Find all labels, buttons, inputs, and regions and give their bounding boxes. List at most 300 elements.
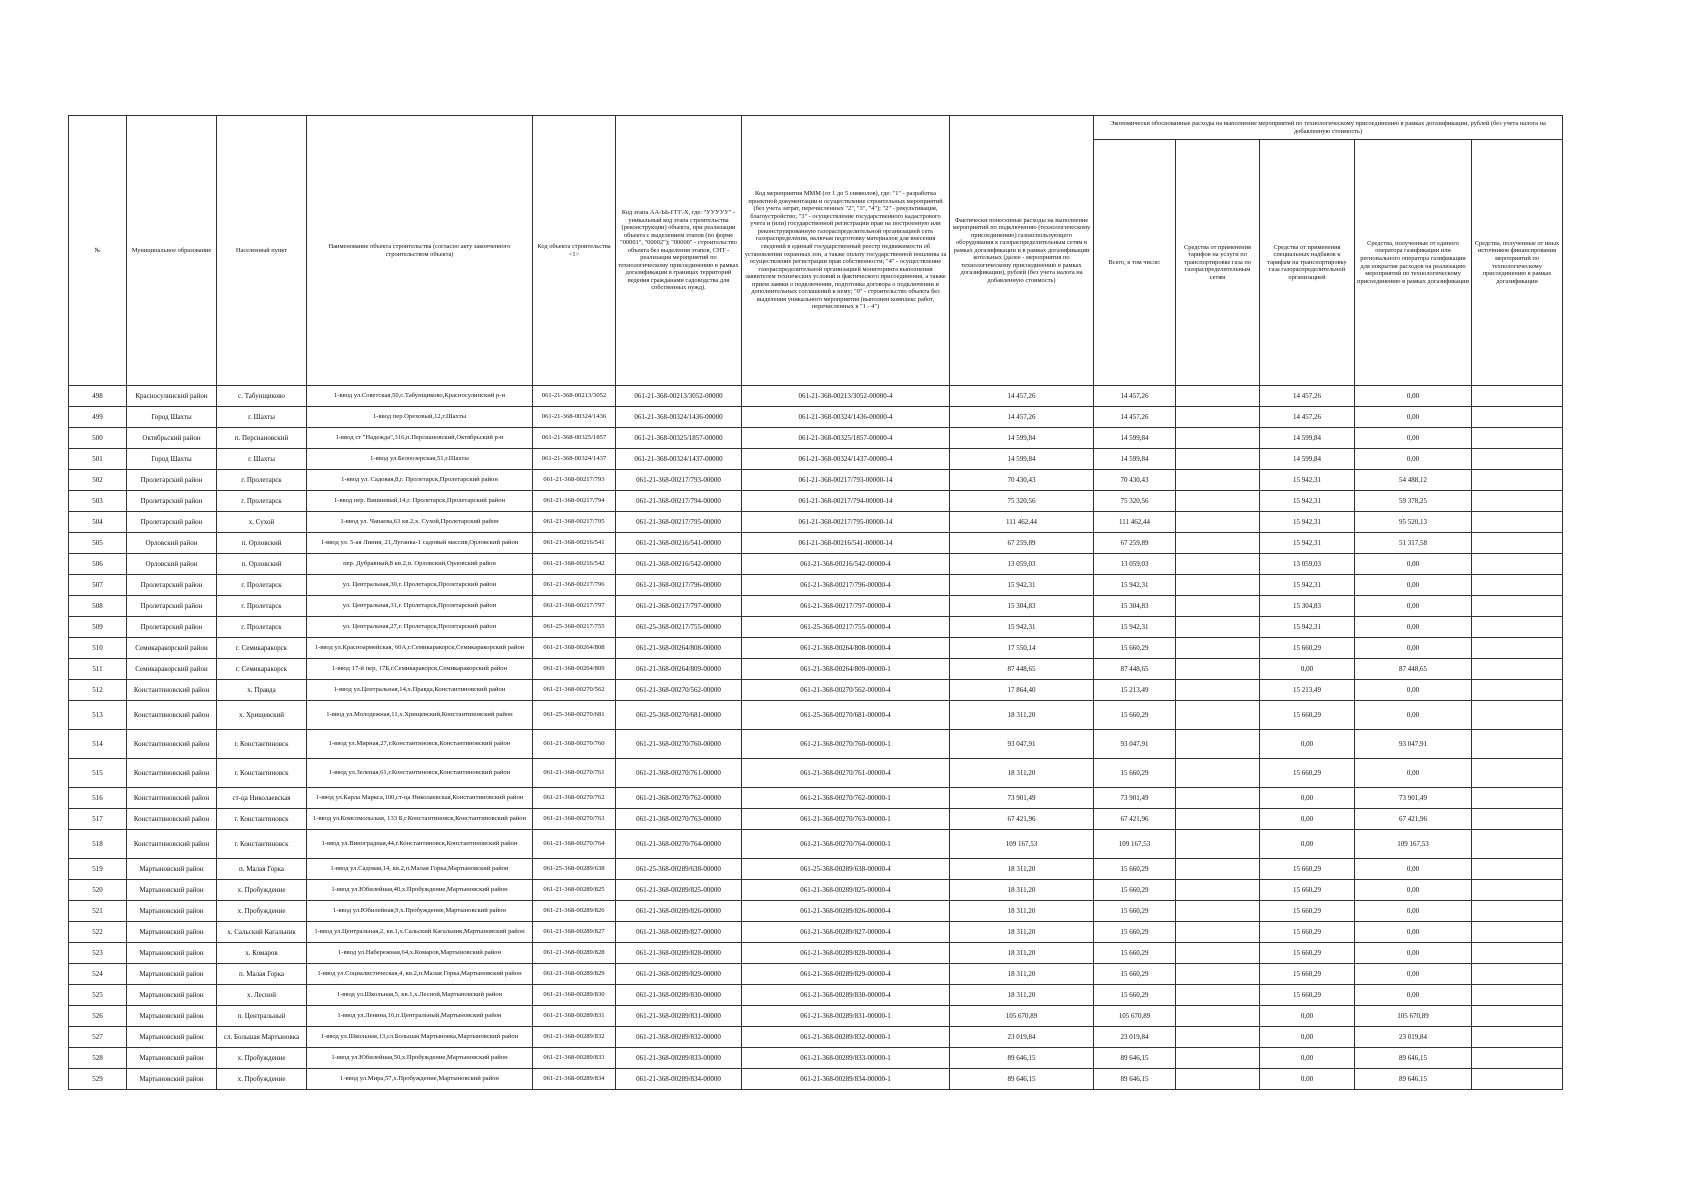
event-code-cell: 061-21-368-00270/762-00000-1 xyxy=(742,788,950,809)
object-code-cell: 061-21-368-00270/760 xyxy=(533,730,616,759)
special-surcharges-cell: 15 660,29 xyxy=(1260,922,1355,943)
object-name-cell: 1-ввод ул.Комсомольская, 133 Б,г.Константиновск,Константиновский район xyxy=(307,809,533,830)
table-row xyxy=(69,470,1563,491)
object-name-cell: 1-ввод ул.Мира,57,х.Пробуждение,Мартыновский район xyxy=(307,1069,533,1090)
tariff-transport-cell xyxy=(1176,1048,1260,1069)
total-cell: 15 660,29 xyxy=(1094,880,1176,901)
object-name-cell: 1-ввод ул.Юбилейная,9,х.Пробуждение,Мартыновский район xyxy=(307,901,533,922)
object-code-cell: 061-21-368-00270/763 xyxy=(533,809,616,830)
stage-code-cell: 061-21-368-00216/542-00000 xyxy=(616,554,742,575)
other-sources-cell xyxy=(1472,701,1563,730)
row-number: 508 xyxy=(69,596,127,617)
other-sources-cell xyxy=(1472,880,1563,901)
table-row xyxy=(69,659,1563,680)
row-number: 520 xyxy=(69,880,127,901)
row-number: 513 xyxy=(69,701,127,730)
table-row xyxy=(69,386,1563,407)
table-row xyxy=(69,617,1563,638)
special-surcharges-cell: 15 660,29 xyxy=(1260,901,1355,922)
single-operator-cell: 23 019,84 xyxy=(1355,1027,1472,1048)
municipality-cell: Пролетарский район xyxy=(127,617,217,638)
municipality-cell: Мартыновский район xyxy=(127,964,217,985)
stage-code-cell: 061-21-368-00270/764-00000 xyxy=(616,830,742,859)
tariff-transport-cell xyxy=(1176,449,1260,470)
settlement-cell: х. Пробуждение xyxy=(217,1048,307,1069)
municipality-cell: Мартыновский район xyxy=(127,1069,217,1090)
stage-code-cell: 061-21-368-00217/794-00000 xyxy=(616,491,742,512)
tariff-transport-cell xyxy=(1176,901,1260,922)
object-code-cell: 061-21-368-00289/830 xyxy=(533,985,616,1006)
row-number: 503 xyxy=(69,491,127,512)
object-code-cell: 061-21-368-00289/828 xyxy=(533,943,616,964)
other-sources-cell xyxy=(1472,470,1563,491)
municipality-cell: Город Шахты xyxy=(127,407,217,428)
stage-code-cell: 061-21-368-00270/763-00000 xyxy=(616,809,742,830)
tariff-transport-cell xyxy=(1176,680,1260,701)
table-row xyxy=(69,788,1563,809)
object-code-cell: 061-21-368-00270/562 xyxy=(533,680,616,701)
object-code-cell: 061-21-368-00217/793 xyxy=(533,470,616,491)
special-surcharges-cell: 15 660,29 xyxy=(1260,964,1355,985)
municipality-cell: Константиновский район xyxy=(127,730,217,759)
object-code-cell: 061-21-368-00270/762 xyxy=(533,788,616,809)
tariff-transport-cell xyxy=(1176,1006,1260,1027)
object-name-cell: 1-ввод ул.Карла Маркса,100,ст-ца Николаевская,Константиновский район xyxy=(307,788,533,809)
actual-costs-cell: 18 311,20 xyxy=(950,922,1094,943)
total-cell: 93 047,91 xyxy=(1094,730,1176,759)
actual-costs-cell: 14 457,26 xyxy=(950,386,1094,407)
settlement-cell: х. Пробуждение xyxy=(217,1069,307,1090)
row-number: 527 xyxy=(69,1027,127,1048)
gasification-costs-table xyxy=(68,115,1563,1090)
municipality-cell: Мартыновский район xyxy=(127,859,217,880)
event-code-cell: 061-21-368-00289/832-00000-1 xyxy=(742,1027,950,1048)
stage-code-cell: 061-21-368-00289/832-00000 xyxy=(616,1027,742,1048)
tariff-transport-cell xyxy=(1176,922,1260,943)
stage-code-cell: 061-21-368-00289/828-00000 xyxy=(616,943,742,964)
tariff-transport-cell xyxy=(1176,809,1260,830)
tariff-transport-cell xyxy=(1176,554,1260,575)
special-surcharges-cell: 0,00 xyxy=(1260,788,1355,809)
single-operator-cell: 109 167,53 xyxy=(1355,830,1472,859)
actual-costs-cell: 14 599,84 xyxy=(950,449,1094,470)
special-surcharges-cell: 13 059,03 xyxy=(1260,554,1355,575)
settlement-cell: г. Пролетарск xyxy=(217,470,307,491)
settlement-cell: г. Шахты xyxy=(217,449,307,470)
other-sources-cell xyxy=(1472,512,1563,533)
municipality-cell: Мартыновский район xyxy=(127,880,217,901)
actual-costs-cell: 111 462,44 xyxy=(950,512,1094,533)
object-name-cell: 1-ввод ул.Социалистическая,4, кв.2,п.Малая Горка,Мартыновский район xyxy=(307,964,533,985)
row-number: 529 xyxy=(69,1069,127,1090)
stage-code-cell: 061-25-368-00270/681-00000 xyxy=(616,701,742,730)
municipality-cell: Константиновский район xyxy=(127,809,217,830)
stage-code-cell: 061-21-368-00289/826-00000 xyxy=(616,901,742,922)
municipality-cell: Орловский район xyxy=(127,554,217,575)
object-name-cell: ул. Центральная,27,г. Пролетарск,Пролетарский район xyxy=(307,617,533,638)
other-sources-cell xyxy=(1472,1048,1563,1069)
stage-code-cell: 061-21-368-00289/830-00000 xyxy=(616,985,742,1006)
table-row xyxy=(69,809,1563,830)
total-cell: 89 646,15 xyxy=(1094,1048,1176,1069)
object-name-cell: 1-ввод ст "Надежда",316,п.Персиановский,Октябрьский р-н xyxy=(307,428,533,449)
other-sources-cell xyxy=(1472,859,1563,880)
actual-costs-cell: 70 430,43 xyxy=(950,470,1094,491)
event-code-cell: 061-21-368-00324/1436-00000-4 xyxy=(742,407,950,428)
object-name-cell: 1-ввод ул.Центральная,14,х.Правда,Константиновский район xyxy=(307,680,533,701)
header-settlement: Населенный пункт xyxy=(217,116,307,386)
event-code-cell: 061-21-368-00216/542-00000-4 xyxy=(742,554,950,575)
other-sources-cell xyxy=(1472,964,1563,985)
event-code-cell: 061-25-368-00217/755-00000-4 xyxy=(742,617,950,638)
special-surcharges-cell: 0,00 xyxy=(1260,809,1355,830)
stage-code-cell: 061-21-368-00289/827-00000 xyxy=(616,922,742,943)
table-row xyxy=(69,575,1563,596)
stage-code-cell: 061-21-368-00217/797-00000 xyxy=(616,596,742,617)
actual-costs-cell: 105 670,89 xyxy=(950,1006,1094,1027)
actual-costs-cell: 17 864,40 xyxy=(950,680,1094,701)
total-cell: 15 213,49 xyxy=(1094,680,1176,701)
special-surcharges-cell: 15 660,29 xyxy=(1260,859,1355,880)
other-sources-cell xyxy=(1472,985,1563,1006)
settlement-cell: г. Константиновск xyxy=(217,759,307,788)
tariff-transport-cell xyxy=(1176,533,1260,554)
object-name-cell: ул. Центральная,30,г. Пролетарск,Пролетарский район xyxy=(307,575,533,596)
single-operator-cell: 0,00 xyxy=(1355,617,1472,638)
special-surcharges-cell: 15 942,31 xyxy=(1260,512,1355,533)
settlement-cell: п. Малая Горка xyxy=(217,859,307,880)
single-operator-cell: 0,00 xyxy=(1355,638,1472,659)
header-event-code: Код мероприятия МММ (от 1 до 5 символов), где: "1" - разработка проектной документации и осуществление строительных мероприятий (без учета затрат, перечисленных "2", "3", "4"); "2" - рекультивация, благоустройство; "3" - осуществление государственного кадастрового учета и (или) государственной регистрации прав на построенную или реконструированную газораспределительной организацией сеть газораспределения, включая подготовку материалов для внесения сведений в единый государственный реестр недвижимости об установлении охранных зон, а также оплату государственной пошлины за осуществление регистрации прав собственности; "4" - осуществление газораспределительной организацией мониторинга выполнения заявителем технических условий и фактического присоединения, а также прием заявки о подключении, подготовка договора о подключении и дополнительных соглашений к нему; "0" - строительство объекта без выделения уникального мероприятия (выполнен комплекс работ, перечисленных в "1 - 4") xyxy=(742,116,950,386)
table-row xyxy=(69,985,1563,1006)
single-operator-cell: 59 378,25 xyxy=(1355,491,1472,512)
table-row xyxy=(69,922,1563,943)
object-code-cell: 061-21-368-00213/3052 xyxy=(533,386,616,407)
settlement-cell: х. Пробуждение xyxy=(217,880,307,901)
event-code-cell: 061-21-368-00217/796-00000-4 xyxy=(742,575,950,596)
special-surcharges-cell: 0,00 xyxy=(1260,1069,1355,1090)
stage-code-cell: 061-21-368-00270/562-00000 xyxy=(616,680,742,701)
table-row xyxy=(69,830,1563,859)
event-code-cell: 061-21-368-00289/828-00000-4 xyxy=(742,943,950,964)
table-row xyxy=(69,407,1563,428)
table-row xyxy=(69,680,1563,701)
header-total: Всего, в том числе: xyxy=(1094,140,1176,386)
settlement-cell: г. Пролетарск xyxy=(217,596,307,617)
special-surcharges-cell: 0,00 xyxy=(1260,830,1355,859)
row-number: 499 xyxy=(69,407,127,428)
row-number: 525 xyxy=(69,985,127,1006)
object-name-cell: 1-ввод ул. 5-ая Линия, 21,Луганка-1 садовый массив,Орловский район xyxy=(307,533,533,554)
single-operator-cell: 54 488,12 xyxy=(1355,470,1472,491)
special-surcharges-cell: 15 660,29 xyxy=(1260,759,1355,788)
other-sources-cell xyxy=(1472,575,1563,596)
actual-costs-cell: 13 059,03 xyxy=(950,554,1094,575)
settlement-cell: г. Семикаракорск xyxy=(217,638,307,659)
settlement-cell: п. Орловский xyxy=(217,554,307,575)
single-operator-cell: 105 670,89 xyxy=(1355,1006,1472,1027)
actual-costs-cell: 18 311,20 xyxy=(950,880,1094,901)
tariff-transport-cell xyxy=(1176,730,1260,759)
object-code-cell: 061-21-368-00270/761 xyxy=(533,759,616,788)
municipality-cell: Пролетарский район xyxy=(127,512,217,533)
total-cell: 14 599,84 xyxy=(1094,449,1176,470)
settlement-cell: г. Пролетарск xyxy=(217,617,307,638)
header-single-operator: Средства, полученные от единого оператора газификации или регионального оператора газификации для покрытия расходов на реализацию мероприятий по технологическому присоединению в рамках догазификации xyxy=(1355,140,1472,386)
event-code-cell: 061-21-368-00264/808-00000-4 xyxy=(742,638,950,659)
header-tariff-transport: Средства от применения тарифов на услуги по транспортировке газа по газораспределительным сетям xyxy=(1176,140,1260,386)
object-code-cell: 061-25-368-00217/755 xyxy=(533,617,616,638)
total-cell: 67 421,96 xyxy=(1094,809,1176,830)
event-code-cell: 061-21-368-00270/763-00000-1 xyxy=(742,809,950,830)
object-name-cell: 1-ввод ул.Центральная,2, кв.1,х.Сальский Кагальник,Мартыновский район xyxy=(307,922,533,943)
actual-costs-cell: 17 550,14 xyxy=(950,638,1094,659)
municipality-cell: Пролетарский район xyxy=(127,470,217,491)
settlement-cell: п. Орловский xyxy=(217,533,307,554)
tariff-transport-cell xyxy=(1176,1069,1260,1090)
total-cell: 109 167,53 xyxy=(1094,830,1176,859)
other-sources-cell xyxy=(1472,809,1563,830)
row-number: 522 xyxy=(69,922,127,943)
object-code-cell: 061-21-368-00217/794 xyxy=(533,491,616,512)
row-number: 523 xyxy=(69,943,127,964)
settlement-cell: п. Персиановский xyxy=(217,428,307,449)
table-row xyxy=(69,491,1563,512)
single-operator-cell: 0,00 xyxy=(1355,922,1472,943)
other-sources-cell xyxy=(1472,680,1563,701)
tariff-transport-cell xyxy=(1176,943,1260,964)
table-row xyxy=(69,880,1563,901)
municipality-cell: Мартыновский район xyxy=(127,1048,217,1069)
total-cell: 15 942,31 xyxy=(1094,617,1176,638)
tariff-transport-cell xyxy=(1176,1027,1260,1048)
object-code-cell: 061-21-368-00289/829 xyxy=(533,964,616,985)
header-other-sources: Средства, полученные от иных источников финансирования мероприятий по технологическому присоединению в рамках догазификации xyxy=(1472,140,1563,386)
other-sources-cell xyxy=(1472,788,1563,809)
row-number: 504 xyxy=(69,512,127,533)
table-row xyxy=(69,1069,1563,1090)
actual-costs-cell: 18 311,20 xyxy=(950,964,1094,985)
single-operator-cell: 0,00 xyxy=(1355,901,1472,922)
other-sources-cell xyxy=(1472,449,1563,470)
total-cell: 14 457,26 xyxy=(1094,407,1176,428)
total-cell: 87 448,65 xyxy=(1094,659,1176,680)
header-actual-costs: Фактически понесенные расходы на выполнение мероприятий по подключению (технологическому присоединению) газоиспользующего оборудования к газораспределительным сетям в рамках догазификации и в рамках догазификации котельных (далее - мероприятия по технологическому присоединению в рамках догазификации), рублей (без учета налога на добавленную стоимость) xyxy=(950,116,1094,386)
object-code-cell: 061-21-368-00264/809 xyxy=(533,659,616,680)
single-operator-cell: 87 448,65 xyxy=(1355,659,1472,680)
table-row xyxy=(69,596,1563,617)
other-sources-cell xyxy=(1472,554,1563,575)
tariff-transport-cell xyxy=(1176,788,1260,809)
table-row xyxy=(69,964,1563,985)
single-operator-cell: 51 317,58 xyxy=(1355,533,1472,554)
settlement-cell: х. Хрищевский xyxy=(217,701,307,730)
tariff-transport-cell xyxy=(1176,964,1260,985)
tariff-transport-cell xyxy=(1176,830,1260,859)
settlement-cell: х. Сухой xyxy=(217,512,307,533)
single-operator-cell: 89 646,15 xyxy=(1355,1048,1472,1069)
table-row xyxy=(69,449,1563,470)
row-number: 524 xyxy=(69,964,127,985)
single-operator-cell: 0,00 xyxy=(1355,985,1472,1006)
header-no: № xyxy=(69,116,127,386)
other-sources-cell xyxy=(1472,617,1563,638)
other-sources-cell xyxy=(1472,659,1563,680)
settlement-cell: г. Константиновск xyxy=(217,809,307,830)
table-row xyxy=(69,1006,1563,1027)
row-number: 518 xyxy=(69,830,127,859)
total-cell: 13 059,03 xyxy=(1094,554,1176,575)
municipality-cell: Пролетарский район xyxy=(127,575,217,596)
tariff-transport-cell xyxy=(1176,428,1260,449)
actual-costs-cell: 18 311,20 xyxy=(950,701,1094,730)
event-code-cell: 061-21-368-00324/1437-00000-4 xyxy=(742,449,950,470)
row-number: 514 xyxy=(69,730,127,759)
object-code-cell: 061-21-368-00217/795 xyxy=(533,512,616,533)
special-surcharges-cell: 15 660,29 xyxy=(1260,701,1355,730)
municipality-cell: Константиновский район xyxy=(127,759,217,788)
table-header xyxy=(69,116,1563,386)
stage-code-cell: 061-21-368-00270/760-00000 xyxy=(616,730,742,759)
special-surcharges-cell: 0,00 xyxy=(1260,1027,1355,1048)
tariff-transport-cell xyxy=(1176,617,1260,638)
tariff-transport-cell xyxy=(1176,659,1260,680)
event-code-cell: 061-25-368-00289/638-00000-4 xyxy=(742,859,950,880)
actual-costs-cell: 75 320,56 xyxy=(950,491,1094,512)
total-cell: 15 304,83 xyxy=(1094,596,1176,617)
actual-costs-cell: 73 901,49 xyxy=(950,788,1094,809)
total-cell: 15 660,29 xyxy=(1094,859,1176,880)
stage-code-cell: 061-21-368-00264/808-00000 xyxy=(616,638,742,659)
other-sources-cell xyxy=(1472,1027,1563,1048)
other-sources-cell xyxy=(1472,943,1563,964)
table-row xyxy=(69,533,1563,554)
table-row xyxy=(69,701,1563,730)
event-code-cell: 061-21-368-00216/541-00000-14 xyxy=(742,533,950,554)
object-name-cell: 1-ввод ул. Садовая,8,г. Пролетарск,Пролетарский район xyxy=(307,470,533,491)
event-code-cell: 061-21-368-00264/809-00000-1 xyxy=(742,659,950,680)
stage-code-cell: 061-25-368-00217/755-00000 xyxy=(616,617,742,638)
total-cell: 15 660,29 xyxy=(1094,985,1176,1006)
tariff-transport-cell xyxy=(1176,759,1260,788)
object-name-cell: 1-ввод ул.Юбилейная,40,х.Пробуждение,Мартыновский район xyxy=(307,880,533,901)
table-row xyxy=(69,901,1563,922)
object-name-cell: 1-ввод пер.Ореховый,12,г.Шахты xyxy=(307,407,533,428)
total-cell: 15 660,29 xyxy=(1094,943,1176,964)
settlement-cell: г. Семикаракорск xyxy=(217,659,307,680)
header-economic-group: Экономически обоснованные расходы на выполнение мероприятий по технологическому присоединению в рамках догазификации, рублей (без учета налога на добавленную стоимость) xyxy=(1094,116,1563,140)
municipality-cell: Пролетарский район xyxy=(127,596,217,617)
municipality-cell: Константиновский район xyxy=(127,788,217,809)
municipality-cell: Константиновский район xyxy=(127,701,217,730)
actual-costs-cell: 89 646,15 xyxy=(950,1048,1094,1069)
special-surcharges-cell: 15 942,31 xyxy=(1260,470,1355,491)
row-number: 500 xyxy=(69,428,127,449)
total-cell: 111 462,44 xyxy=(1094,512,1176,533)
settlement-cell: г. Пролетарск xyxy=(217,491,307,512)
actual-costs-cell: 109 167,53 xyxy=(950,830,1094,859)
header-object-code: Код объекта строительства <1> xyxy=(533,116,616,386)
stage-code-cell: 061-21-368-00324/1437-00000 xyxy=(616,449,742,470)
stage-code-cell: 061-21-368-00289/831-00000 xyxy=(616,1006,742,1027)
single-operator-cell: 0,00 xyxy=(1355,407,1472,428)
object-name-cell: 1-ввод ул.Мирная,27,г.Константиновск,Константиновский район xyxy=(307,730,533,759)
table-row xyxy=(69,428,1563,449)
object-code-cell: 061-21-368-00289/832 xyxy=(533,1027,616,1048)
single-operator-cell: 95 520,13 xyxy=(1355,512,1472,533)
event-code-cell: 061-21-368-00270/764-00000-1 xyxy=(742,830,950,859)
single-operator-cell: 67 421,96 xyxy=(1355,809,1472,830)
total-cell: 73 901,49 xyxy=(1094,788,1176,809)
other-sources-cell xyxy=(1472,922,1563,943)
settlement-cell: г. Константиновск xyxy=(217,730,307,759)
header-object-name: Наименование объекта строительства (согласно акту законченного строительством объекта) xyxy=(307,116,533,386)
special-surcharges-cell: 0,00 xyxy=(1260,1048,1355,1069)
object-code-cell: 061-21-368-00216/541 xyxy=(533,533,616,554)
other-sources-cell xyxy=(1472,428,1563,449)
total-cell: 15 660,29 xyxy=(1094,964,1176,985)
event-code-cell: 061-21-368-00289/834-00000-1 xyxy=(742,1069,950,1090)
row-number: 505 xyxy=(69,533,127,554)
object-name-cell: 1-ввод ул.Юбилейная,50,х.Пробуждение,Мартыновский район xyxy=(307,1048,533,1069)
object-code-cell: 061-21-368-00289/826 xyxy=(533,901,616,922)
actual-costs-cell: 87 448,65 xyxy=(950,659,1094,680)
actual-costs-cell: 18 311,20 xyxy=(950,901,1094,922)
actual-costs-cell: 18 311,20 xyxy=(950,985,1094,1006)
single-operator-cell: 73 901,49 xyxy=(1355,788,1472,809)
stage-code-cell: 061-21-368-00216/541-00000 xyxy=(616,533,742,554)
header-special-surcharges: Средства от применения специальных надбавок к тарифам на транспортировку газа газораспределительной организацией xyxy=(1260,140,1355,386)
other-sources-cell xyxy=(1472,1069,1563,1090)
settlement-cell: х. Пробуждение xyxy=(217,901,307,922)
other-sources-cell xyxy=(1472,1006,1563,1027)
settlement-cell: х. Правда xyxy=(217,680,307,701)
object-name-cell: 1-ввод ул.Советская,50,с.Табунщиково,Красносулинский р-н xyxy=(307,386,533,407)
object-name-cell: 1-ввод ул.Молодежная,11,х.Хрищевский,Константиновский район xyxy=(307,701,533,730)
row-number: 509 xyxy=(69,617,127,638)
settlement-cell: х. Сальский Кагальник xyxy=(217,922,307,943)
row-number: 498 xyxy=(69,386,127,407)
tariff-transport-cell xyxy=(1176,638,1260,659)
object-code-cell: 061-21-368-00289/825 xyxy=(533,880,616,901)
special-surcharges-cell: 15 660,29 xyxy=(1260,638,1355,659)
municipality-cell: Семикаракорский район xyxy=(127,638,217,659)
event-code-cell: 061-21-368-00289/829-00000-4 xyxy=(742,964,950,985)
stage-code-cell: 061-21-368-00325/1857-00000 xyxy=(616,428,742,449)
object-name-cell: 1-ввод 17-й пер, 17Б,г.Семикаракорск,Семикаракорский район xyxy=(307,659,533,680)
row-number: 517 xyxy=(69,809,127,830)
event-code-cell: 061-21-368-00217/794-00000-14 xyxy=(742,491,950,512)
tariff-transport-cell xyxy=(1176,880,1260,901)
actual-costs-cell: 67 421,96 xyxy=(950,809,1094,830)
row-number: 510 xyxy=(69,638,127,659)
municipality-cell: Пролетарский район xyxy=(127,491,217,512)
total-cell: 89 646,15 xyxy=(1094,1069,1176,1090)
municipality-cell: Мартыновский район xyxy=(127,901,217,922)
settlement-cell: г. Пролетарск xyxy=(217,575,307,596)
actual-costs-cell: 93 047,91 xyxy=(950,730,1094,759)
single-operator-cell: 0,00 xyxy=(1355,880,1472,901)
stage-code-cell: 061-21-368-00217/796-00000 xyxy=(616,575,742,596)
row-number: 502 xyxy=(69,470,127,491)
event-code-cell: 061-21-368-00217/793-00000-14 xyxy=(742,470,950,491)
object-code-cell: 061-21-368-00217/797 xyxy=(533,596,616,617)
event-code-cell: 061-21-368-00289/826-00000-4 xyxy=(742,901,950,922)
total-cell: 70 430,43 xyxy=(1094,470,1176,491)
object-name-cell: 1-ввод ул. Чапаева,63 кв.2,х. Сухой,Пролетарский район xyxy=(307,512,533,533)
row-number: 507 xyxy=(69,575,127,596)
single-operator-cell: 0,00 xyxy=(1355,701,1472,730)
